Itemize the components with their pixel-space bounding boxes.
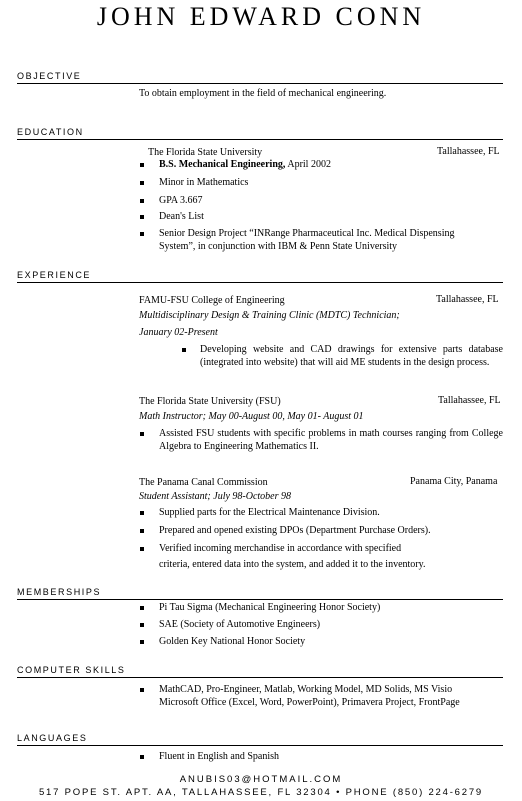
section-divider <box>17 139 503 140</box>
memberships-heading: MEMBERSHIPS <box>17 587 102 597</box>
education-item: Dean's List <box>159 211 204 222</box>
skills-line2: Microsoft Office (Excel, Word, PowerPoint), Primavera Project, FrontPage <box>159 697 460 708</box>
education-location: Tallahassee, FL <box>437 146 500 157</box>
bullet-icon <box>140 181 144 185</box>
degree-date: April 2002 <box>285 159 331 170</box>
bullet-icon <box>140 688 144 692</box>
education-degree <box>159 158 331 171</box>
membership-item: Pi Tau Sigma (Mechanical Engineering Honor Society) <box>159 602 381 613</box>
job-location: Tallahassee, FL <box>436 294 499 305</box>
job-title: Math Instructor; May 00-August 00, May 01- August 01 <box>139 411 364 422</box>
bullet-icon <box>182 348 186 352</box>
resume-name: JOHN EDWARD CONN <box>96 2 426 31</box>
section-divider <box>17 745 503 746</box>
objective-text: To obtain employment in the field of mechanical engineering. <box>139 88 387 99</box>
section-divider <box>17 83 503 84</box>
job-duty: Prepared and opened existing DPOs (Department Purchase Orders). <box>159 525 431 536</box>
membership-item: Golden Key National Honor Society <box>159 636 306 647</box>
job-description: Developing website and CAD drawings for extensive parts database (integrated into website) that will aid ME students in the design process. <box>200 344 503 368</box>
job-duty: Supplied parts for the Electrical Maintenance Division. <box>159 507 380 518</box>
footer-address: 517 POPE ST. APT. AA, TALLAHASSEE, FL 32304 • PHONE (850) 224-6279 <box>38 787 484 798</box>
job-dates: January 02-Present <box>139 327 218 338</box>
section-divider <box>17 599 503 600</box>
membership-item: SAE (Society of Automotive Engineers) <box>159 619 321 630</box>
job-title: Multidisciplinary Design & Training Clinic (MDTC) Technician; <box>139 310 400 321</box>
job-description: Assisted FSU students with specific problems in math courses ranging from College Algebra to Engineering Mathematics II. <box>159 428 503 452</box>
bullet-icon <box>140 640 144 644</box>
languages-heading: LANGUAGES <box>17 733 88 743</box>
bullet-icon <box>140 432 144 436</box>
bullet-icon <box>140 755 144 759</box>
job-org: The Florida State University (FSU) <box>139 396 281 407</box>
education-project-line2: System”, in conjunction with IBM & Penn State University <box>159 241 398 252</box>
experience-heading: EXPERIENCE <box>17 270 92 280</box>
footer-email: ANUBIS03@HOTMAIL.COM <box>179 774 343 785</box>
degree-name: B.S. Mechanical Engineering, <box>159 159 286 170</box>
education-school: The Florida State University <box>148 147 263 158</box>
job-duty-continuation: criteria, entered data into the system, and added it to the inventory. <box>159 559 426 570</box>
language-item: Fluent in English and Spanish <box>159 751 279 762</box>
bullet-icon <box>140 215 144 219</box>
job-duty: Verified incoming merchandise in accordance with specified <box>159 543 402 554</box>
job-org: FAMU-FSU College of Engineering <box>139 295 285 306</box>
education-heading: EDUCATION <box>17 127 84 137</box>
skills-heading: COMPUTER SKILLS <box>17 665 126 675</box>
bullet-icon <box>140 606 144 610</box>
job-title: Student Assistant; July 98-October 98 <box>139 491 292 502</box>
bullet-icon <box>140 511 144 515</box>
bullet-icon <box>140 529 144 533</box>
job-location: Tallahassee, FL <box>438 395 501 406</box>
education-project-line1: Senior Design Project “INRange Pharmaceutical Inc. Medical Dispensing <box>159 228 455 239</box>
job-org: The Panama Canal Commission <box>139 477 268 488</box>
objective-heading: OBJECTIVE <box>17 71 82 81</box>
bullet-icon <box>140 547 144 551</box>
section-divider <box>17 282 503 283</box>
skills-line1: MathCAD, Pro-Engineer, Matlab, Working Model, MD Solids, MS Visio <box>159 684 453 695</box>
education-item: GPA 3.667 <box>159 195 203 206</box>
bullet-icon <box>140 623 144 627</box>
education-item: Minor in Mathematics <box>159 177 249 188</box>
bullet-icon <box>140 163 144 167</box>
bullet-icon <box>140 199 144 203</box>
job-location: Panama City, Panama <box>410 476 498 487</box>
section-divider <box>17 677 503 678</box>
bullet-icon <box>140 232 144 236</box>
